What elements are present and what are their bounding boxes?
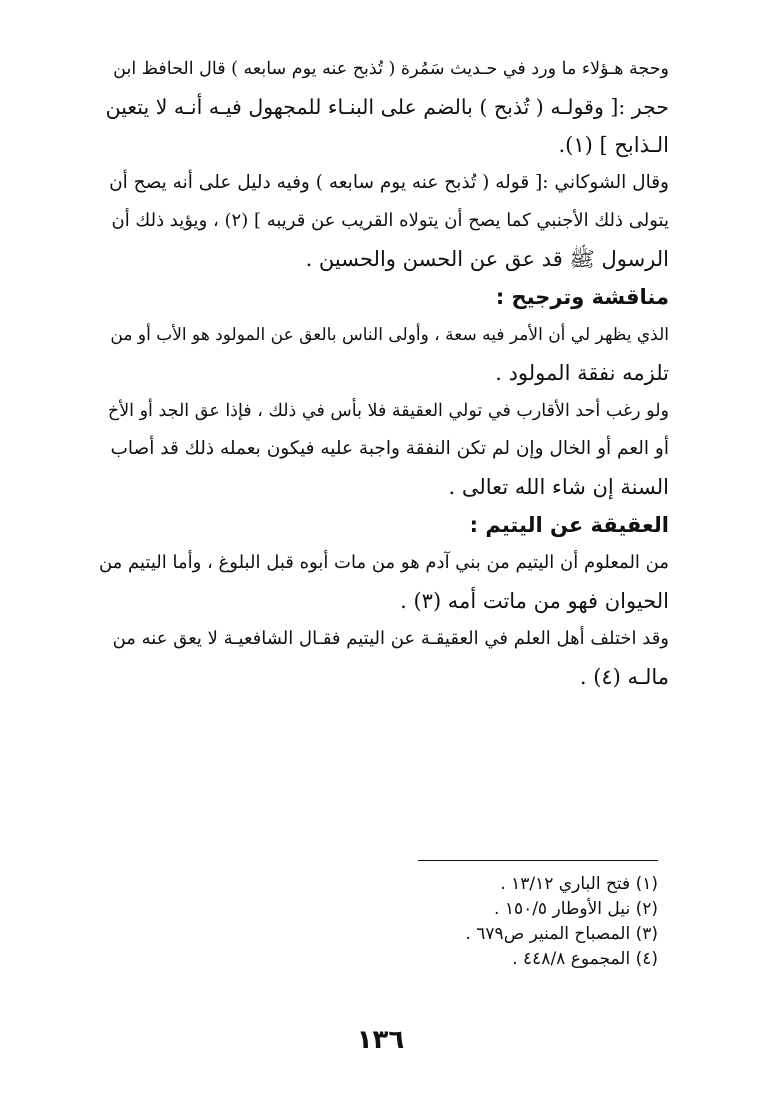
paragraph-orphan-definition xyxy=(99,544,669,620)
footnote-3: (٣) المصباح المنير ص٦٧٩ . xyxy=(465,924,658,944)
text-line: وحجة هـؤلاء ما ورد في حـديث سَمُرة ( تُذبح عنه يوم سابعه ) قال الحافظ ابن xyxy=(113,59,669,79)
paragraph-scholars-disagreement xyxy=(99,620,669,696)
section-heading-orphan: العقيقة عن اليتيم : xyxy=(469,513,669,537)
text-line: الذي يظهر لي أن الأمر فيه سعة ، وأولى الناس بالعق عن المولود هو الأب أو من xyxy=(110,325,669,345)
section-heading-discussion: مناقشة وترجيح : xyxy=(495,285,669,309)
paragraph-hadith-samura xyxy=(99,50,669,164)
text-line: حجر :[ وقولـه ( تُذبح ) بالضم على البنـاء للمجهول فيـه أنـه لا يتعين xyxy=(105,95,669,119)
text-line: الحيوان فهو من ماتت أمه (٣) . xyxy=(400,589,669,613)
paragraph-relatives xyxy=(99,392,669,506)
text-line: وقد اختلف أهل العلم في العقيقـة عن اليتيم فقـال الشافعيـة لا يعق عنه من xyxy=(112,628,669,649)
text-line: وقال الشوكاني :[ قوله ( تُذبح عنه يوم سابعه ) وفيه دليل على أنه يصح أن xyxy=(109,172,669,193)
text-line: ولو رغب أحد الأقارب في تولي العقيقة فلا بأس في ذلك ، فإذا عق الجد أو الأخ xyxy=(107,401,669,421)
text-line: السنة إن شاء الله تعالى . xyxy=(448,475,669,499)
footnote-2: (٢) نيل الأوطار ١٥٠/٥ . xyxy=(494,899,658,919)
text-line: من المعلوم أن اليتيم من بني آدم هو من مات أبوه قبل البلوغ ، وأما اليتيم من xyxy=(98,552,669,573)
text-line: أو العم أو الخال وإن لم تكن النفقة واجبة عليه فيكون بعمله ذلك قد أصاب xyxy=(110,438,669,459)
text-line: مالـه (٤) . xyxy=(579,665,669,689)
text-line: الـذابح ] (١). xyxy=(558,133,669,157)
page-number: ١٣٦ xyxy=(356,1025,405,1055)
text-line: يتولى ذلك الأجنبي كما يصح أن يتولاه القريب عن قريبه ] (٢) ، ويؤيد ذلك أن xyxy=(111,210,669,231)
footnote-1: (١) فتح الباري ١٣/١٢ . xyxy=(500,874,658,894)
footnote-4: (٤) المجموع ٤٤٨/٨ . xyxy=(512,949,658,969)
paragraph-shawkani xyxy=(99,164,669,278)
text-line: الرسول ﷺ قد عق عن الحسن والحسين . xyxy=(305,247,669,271)
footnote-separator xyxy=(418,860,658,861)
book-page xyxy=(0,50,761,1110)
text-line: تلزمه نفقة المولود . xyxy=(495,361,669,385)
body-text xyxy=(99,50,669,696)
footnotes xyxy=(258,872,658,972)
paragraph-preference xyxy=(99,316,669,392)
